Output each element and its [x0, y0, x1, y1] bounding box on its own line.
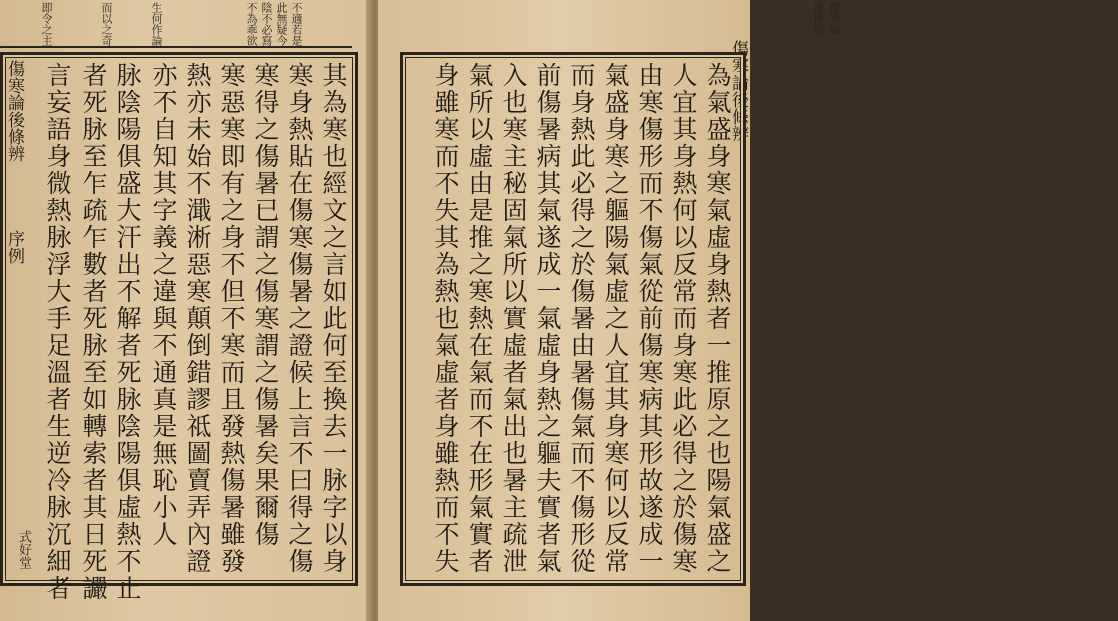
text-column: 熱亦未始不濈淅惡寒顛倒錯謬祗圖賣弄內證 [183, 62, 212, 575]
header-note: 不為乖欲 [245, 2, 258, 46]
text-column: 人宜其身熱何以反常而身寒此必得之於傷寒 [669, 62, 698, 575]
header-note: 不適若是 [290, 2, 303, 46]
text-column: 氣所以虛由是推之寒熱在氣而不在形氣實者 [465, 62, 494, 575]
edge-banner-section: 序例 [4, 230, 24, 264]
text-column: 入也寒主秘固氣所以實虛者氣出也暑主疏泄 [499, 62, 528, 575]
text-column: 脉陰陽俱盛大汗出不解者死脉陰陽俱虛熱不止 [113, 62, 142, 602]
text-column: 言妄語身微熱脉浮大手足溫者生逆冷脉沉細者 [43, 62, 72, 602]
footer-publisher-mark: 式好堂 [16, 530, 31, 569]
right-header-notes [778, 0, 1118, 46]
text-column: 亦不自知其字義之違與不通真是無恥小人 [149, 62, 178, 548]
header-note: 傷寒論 [828, 2, 841, 35]
header-note: 後條辨 [812, 2, 825, 35]
header-note: 陰不必寫 [260, 2, 273, 46]
text-column: 者死脉至乍疏乍數者死脉至如轉索者其日死讝 [79, 62, 108, 602]
edge-banner-title: 傷寒論後條辨 [728, 40, 748, 142]
header-note: 即令之主 [40, 2, 53, 46]
text-column: 身雖寒而不失其為熱也氣虛者身雖熱而不失 [431, 62, 460, 575]
text-column: 其為寒也經文之言如此何至換去一脉字以身 [319, 62, 348, 575]
text-column: 由寒傷形而不傷氣從前傷寒病其形故遂成一 [635, 62, 664, 575]
left-header-notes [0, 0, 352, 48]
text-column: 寒惡寒即有之身不但不寒而且發熱傷暑雖發 [217, 62, 246, 575]
header-note: 而以之奇 [100, 2, 113, 46]
text-column: 寒得之傷暑已謂之傷寒謂之傷暑矣果爾傷 [251, 62, 280, 548]
text-column: 前傷暑病其氣遂成一氣虛身熱之軀夫實者氣 [533, 62, 562, 575]
text-column: 寒身熱貼在傷寒傷暑之證候上言不曰得之傷 [285, 62, 314, 575]
header-note: 此無疑今 [275, 2, 288, 46]
text-column: 氣盛身寒之軀陽氣虛之人宜其身寒何以反常 [601, 62, 630, 575]
edge-banner-title: 傷寒論後條辨 [4, 60, 24, 162]
text-column: 而身熱此必得之於傷暑由暑傷氣而不傷形從 [567, 62, 596, 575]
text-column: 為氣盛身寒氣虛身熱者一推原之也陽氣盛之 [703, 62, 732, 575]
header-note: 生何作論 [150, 2, 163, 46]
